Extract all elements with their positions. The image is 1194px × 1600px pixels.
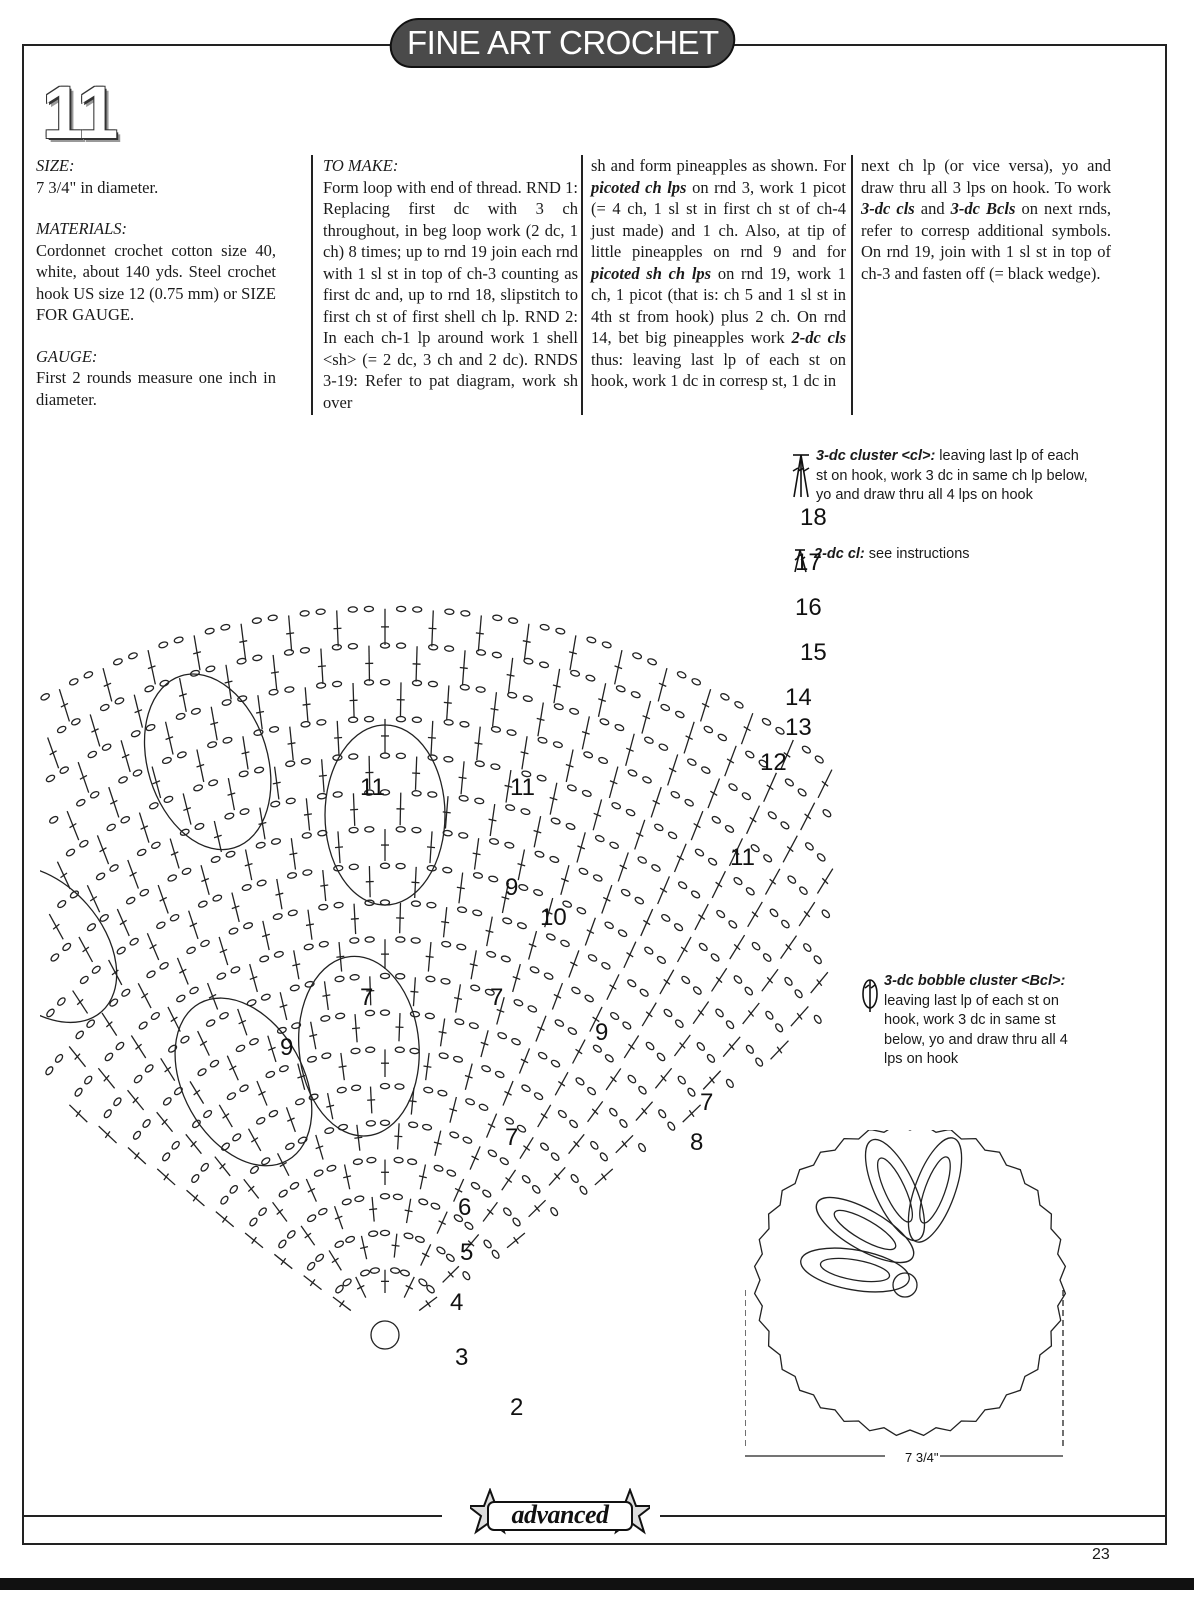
round-label: 11 bbox=[510, 774, 535, 801]
legend-bobble-cluster bbox=[860, 972, 1090, 1070]
to-make-text-1: Form loop with end of thread. RND 1: Replacing first dc with 3 ch throughout, in beg loop work (2 dc, 1 ch) 8 times; up to rnd 19 join each rnd with 1 sl st in top of ch-3 counting as first dc and, up to rnd 18, slipstitch to first ch st of first shell ch lp. RND 2: In each ch-1 lp around work 1 shell <sh> (= 2 dc, 3 ch and 2 dc). RNDS 3-19: Refer to pat diagram, work sh over bbox=[323, 177, 578, 412]
section-banner bbox=[386, 18, 738, 68]
round-label: 7 bbox=[490, 984, 504, 1011]
round-label: 13 bbox=[785, 714, 812, 741]
legend-cl-text: leaving last lp of each st on hook, work 3 dc in same ch lp below, yo and draw thru all 4 lps on hook bbox=[816, 448, 1088, 503]
gauge-text: First 2 rounds measure one inch in diameter. bbox=[36, 368, 276, 409]
round-label: 18 bbox=[800, 505, 827, 531]
footer-rule-right bbox=[660, 1515, 1167, 1517]
footer-rule-left bbox=[22, 1515, 442, 1517]
round-label: 9 bbox=[280, 1034, 294, 1061]
crochet-chart-diagram bbox=[40, 505, 840, 1465]
round-label: 3 bbox=[455, 1344, 469, 1371]
round-label: 9 bbox=[505, 874, 519, 901]
round-label: 10 bbox=[540, 904, 567, 931]
round-label: 7 bbox=[360, 984, 374, 1011]
round-label: 8 bbox=[690, 1129, 704, 1156]
round-label: 16 bbox=[795, 594, 822, 621]
size-text: 7 3/4" in diameter. bbox=[36, 177, 159, 197]
round-label: 2 bbox=[510, 1394, 524, 1421]
round-label: 11 bbox=[360, 774, 385, 801]
to-make-text-3c: on next rnds, refer to corresp additional symbols. On rnd 19, join with 1 sl st in top of ch-3 and fasten off (= black wedge). bbox=[861, 199, 1112, 283]
round-label: 14 bbox=[785, 684, 812, 711]
round-label: 7 bbox=[700, 1089, 714, 1116]
round-label: 7 bbox=[505, 1124, 519, 1151]
round-label: 5 bbox=[460, 1239, 474, 1266]
round-label: 17 bbox=[795, 549, 822, 576]
materials-heading: MATERIALS: bbox=[36, 219, 128, 238]
instructions-columns bbox=[36, 155, 1116, 425]
pattern-number: 11 bbox=[42, 71, 117, 154]
round-label: 12 bbox=[760, 749, 787, 776]
term-picoted-ch-lps: picoted ch lps bbox=[591, 177, 687, 197]
finished-doily-illustration bbox=[745, 1130, 1075, 1470]
term-picoted-sh-ch-lps: picoted sh ch lps bbox=[591, 263, 712, 283]
round-label: 15 bbox=[800, 639, 827, 666]
round-label: 4 bbox=[450, 1289, 464, 1316]
difficulty-label: advanced bbox=[511, 1500, 609, 1529]
to-make-text-2a: sh and form pineapples as shown. For bbox=[591, 156, 846, 175]
term-3dc-cls: 3-dc cls bbox=[861, 199, 915, 218]
bobble-symbol-icon bbox=[860, 974, 880, 1014]
legend-cl2-term: 2-dc cl: bbox=[814, 546, 865, 562]
legend-cl-term: 3-dc cluster <cl>: bbox=[816, 448, 936, 464]
to-make-text-3a: next ch lp (or vice versa), yo and draw thru all 3 lps on hook. To work bbox=[861, 156, 1111, 197]
column-1 bbox=[36, 155, 276, 410]
legend-bcl-term: 3-dc bobble cluster <Bcl>: bbox=[884, 973, 1066, 989]
round-label: 11 bbox=[730, 844, 755, 871]
materials-text: Cordonnet crochet cotton size 40, white, about 140 yds. Steel crochet hook US size 12 (0.75 mm) or SIZE FOR GAUGE. bbox=[36, 240, 276, 324]
page-number: 23 bbox=[1092, 1546, 1110, 1563]
term-2dc-cls: 2-dc cls bbox=[791, 328, 846, 347]
to-make-heading: TO MAKE: bbox=[323, 156, 399, 175]
column-4 bbox=[851, 155, 1111, 415]
legend-bcl-text: leaving last lp of each st on hook, work 3 dc in same st below, yo and draw thru all 4 lps on hook bbox=[884, 992, 1068, 1067]
gauge-heading: GAUGE: bbox=[36, 346, 98, 366]
dimension-label: 7 3/4" bbox=[905, 1450, 939, 1465]
column-3 bbox=[581, 155, 846, 415]
section-title: FINE ART CROCHET bbox=[406, 24, 719, 61]
cluster-symbol-icon bbox=[790, 449, 812, 499]
to-make-text-3b: and bbox=[914, 199, 951, 218]
to-make-text-2d: thus: leaving last lp of each st on hook, work 1 dc in corresp st, 1 dc in bbox=[591, 349, 846, 390]
column-2 bbox=[311, 155, 578, 415]
term-3dc-bcls: 3-dc Bcls bbox=[950, 199, 1016, 218]
legend-cl2-text: see instructions bbox=[864, 546, 970, 562]
legend-3dc-cluster bbox=[790, 447, 1090, 506]
bottom-edge-bar bbox=[0, 1578, 1194, 1590]
round-label: 6 bbox=[458, 1194, 472, 1221]
round-label: 9 bbox=[595, 1019, 609, 1046]
to-make-text-2c: on rnd 19, work 1 ch, 1 picot (that is: ch 5 and 1 sl st in 4th st from hook) plus 2 ch. On rnd 14, bet big pineapples work bbox=[591, 263, 846, 347]
to-make-text-2b: on rnd 3, work 1 picot (= 4 ch, 1 sl st in first ch st of ch-4 just made) and 1 ch. Also, at tip of little pineapples on rnd 9 and for bbox=[591, 177, 846, 261]
size-heading: SIZE: bbox=[36, 156, 75, 175]
